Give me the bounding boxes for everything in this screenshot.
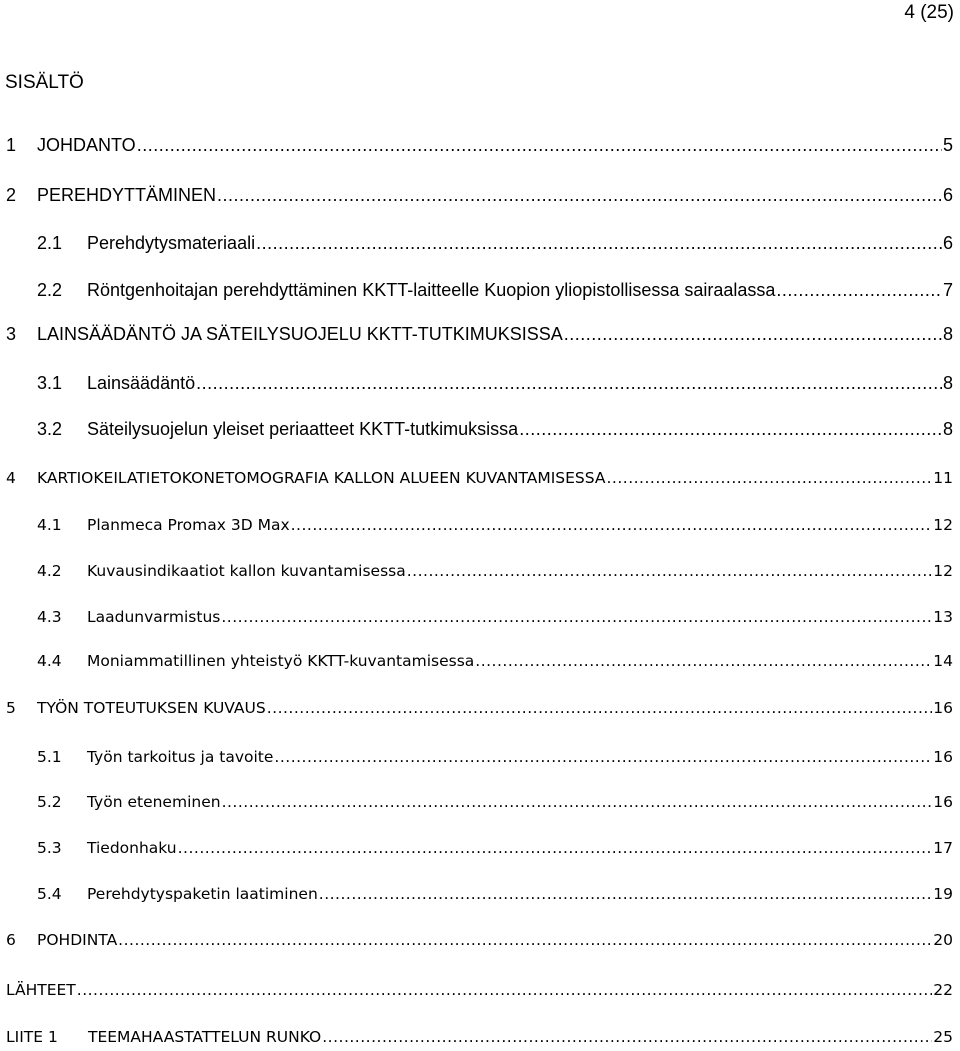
toc-entry-number: 4.1	[37, 516, 62, 534]
toc-entry-number: LIITE 1	[6, 1028, 58, 1046]
toc-dot-leader	[178, 837, 933, 859]
toc-entry-title: Planmeca Promax 3D Max	[87, 516, 290, 534]
toc-entry-number: 5.3	[37, 839, 62, 857]
toc-dot-leader	[475, 650, 932, 672]
toc-entry-title: PEREHDYTTÄMINEN	[37, 185, 217, 205]
toc-entry[interactable]	[6, 467, 953, 489]
toc-dot-leader	[221, 606, 932, 628]
toc-dot-leader	[217, 184, 942, 206]
toc-entry-page: 16	[933, 793, 953, 811]
toc-entry-page: 12	[933, 562, 953, 580]
toc-entry[interactable]	[37, 372, 953, 394]
toc-entry-page: 16	[933, 748, 953, 766]
toc-entry-page: 25	[933, 1028, 953, 1046]
toc-entry-number: 4	[6, 469, 16, 487]
toc-entry-title: POHDINTA	[37, 931, 118, 949]
toc-entry-number: 2.1	[37, 233, 63, 253]
toc-dot-leader	[137, 134, 942, 156]
toc-entry[interactable]	[6, 134, 953, 156]
toc-entry[interactable]	[37, 791, 953, 813]
toc-entry-title: Laadunvarmistus	[87, 608, 221, 626]
toc-entry-title: Moniammatillinen yhteistyö KKTT-kuvantamisessa	[87, 652, 475, 670]
toc-entry-number: 2	[6, 185, 17, 205]
toc-entry-page: 12	[933, 516, 953, 534]
toc-entry-number: 3	[6, 324, 17, 344]
toc-entry[interactable]	[37, 560, 953, 582]
toc-entry-title: LAINSÄÄDÄNTÖ JA SÄTEILYSUOJELU KKTT-TUTKIMUKSISSA	[37, 324, 563, 344]
toc-dot-leader	[776, 279, 942, 301]
toc-dot-leader	[607, 467, 933, 489]
toc-entry-title: Lainsäädäntö	[87, 373, 196, 393]
toc-entry-number: 4.2	[37, 562, 62, 580]
toc-dot-leader	[322, 1026, 932, 1048]
toc-entry-number: 5.4	[37, 885, 62, 903]
toc-dot-leader	[267, 697, 933, 719]
page-number: 4 (25)	[904, 2, 954, 23]
toc-dot-leader	[118, 929, 932, 951]
toc-entry[interactable]	[37, 837, 953, 859]
toc-entry-page: 17	[933, 839, 953, 857]
toc-entry-title: LÄHTEET	[6, 981, 76, 999]
toc-entry-title: Säteilysuojelun yleiset periaatteet KKTT-tutkimuksissa	[87, 419, 519, 439]
toc-dot-leader	[407, 560, 933, 582]
toc-entry-page: 16	[933, 699, 953, 717]
toc-entry-number: 5.2	[37, 793, 62, 811]
toc-entry-number: 2.2	[37, 280, 63, 300]
toc-entry-page: 6	[942, 185, 953, 205]
toc-entry[interactable]	[6, 979, 953, 1001]
toc-dot-leader	[256, 232, 942, 254]
toc-entry-page: 22	[933, 981, 953, 999]
toc-entry[interactable]	[37, 606, 953, 628]
toc-entry-title: Perehdytyspaketin laatiminen	[87, 885, 318, 903]
toc-entry-page: 20	[933, 931, 953, 949]
toc-entry[interactable]	[37, 418, 953, 440]
toc-entry[interactable]	[6, 184, 953, 206]
toc-entry-page: 8	[942, 324, 953, 344]
toc-entry[interactable]	[37, 746, 953, 768]
toc-dot-leader	[564, 323, 942, 345]
toc-entry[interactable]	[37, 883, 953, 905]
toc-entry-number: 4.4	[37, 652, 62, 670]
toc-entry-title: TEEMAHAASTATTELUN RUNKO	[88, 1028, 322, 1046]
toc-entry-page: 6	[942, 233, 953, 253]
toc-entry-page: 8	[942, 419, 953, 439]
toc-dot-leader	[196, 372, 942, 394]
toc-entry-number: 5	[6, 699, 16, 717]
toc-entry-title: KARTIOKEILATIETOKONETOMOGRAFIA KALLON ALUEEN KUVANTAMISESSA	[37, 469, 606, 487]
toc-entry[interactable]	[37, 514, 953, 536]
toc-entry[interactable]	[37, 232, 953, 254]
toc-entry-number: 6	[6, 931, 16, 949]
toc-entry-page: 7	[942, 280, 953, 300]
toc-entry-title: TYÖN TOTEUTUKSEN KUVAUS	[37, 699, 266, 717]
toc-entry-title: Työn eteneminen	[87, 793, 221, 811]
toc-entry-number: 3.1	[37, 373, 63, 393]
toc-entry-page: 14	[933, 652, 953, 670]
toc-entry-page: 13	[933, 608, 953, 626]
toc-dot-leader	[291, 514, 933, 536]
toc-entry-title: Tiedonhaku	[87, 839, 177, 857]
toc-entry[interactable]	[6, 697, 953, 719]
toc-entry-page: 11	[933, 469, 953, 487]
toc-entry-number: 3.2	[37, 419, 63, 439]
toc-entry-title: Kuvausindikaatiot kallon kuvantamisessa	[87, 562, 406, 580]
toc-heading: SISÄLTÖ	[5, 72, 84, 93]
toc-entry-page: 5	[942, 135, 953, 155]
toc-dot-leader	[319, 883, 932, 905]
toc-entry-number: 1	[6, 135, 17, 155]
toc-entry[interactable]	[37, 650, 953, 672]
toc-entry[interactable]	[6, 929, 953, 951]
toc-entry[interactable]	[37, 279, 953, 301]
toc-entry-title: Röntgenhoitajan perehdyttäminen KKTT-laitteelle Kuopion yliopistollisessa sairaalassa	[87, 280, 776, 300]
toc-dot-leader	[77, 979, 932, 1001]
toc-entry-title: Perehdytysmateriaali	[87, 233, 256, 253]
toc-entry-number: 5.1	[37, 748, 62, 766]
toc-dot-leader	[519, 418, 942, 440]
toc-dot-leader	[274, 746, 932, 768]
toc-entry-number: 4.3	[37, 608, 62, 626]
toc-entry[interactable]	[6, 1026, 953, 1048]
toc-entry[interactable]	[6, 323, 953, 345]
toc-entry-title: JOHDANTO	[37, 135, 136, 155]
toc-dot-leader	[222, 791, 933, 813]
toc-entry-title: Työn tarkoitus ja tavoite	[87, 748, 274, 766]
toc-entry-page: 8	[942, 373, 953, 393]
toc-entry-page: 19	[933, 885, 953, 903]
